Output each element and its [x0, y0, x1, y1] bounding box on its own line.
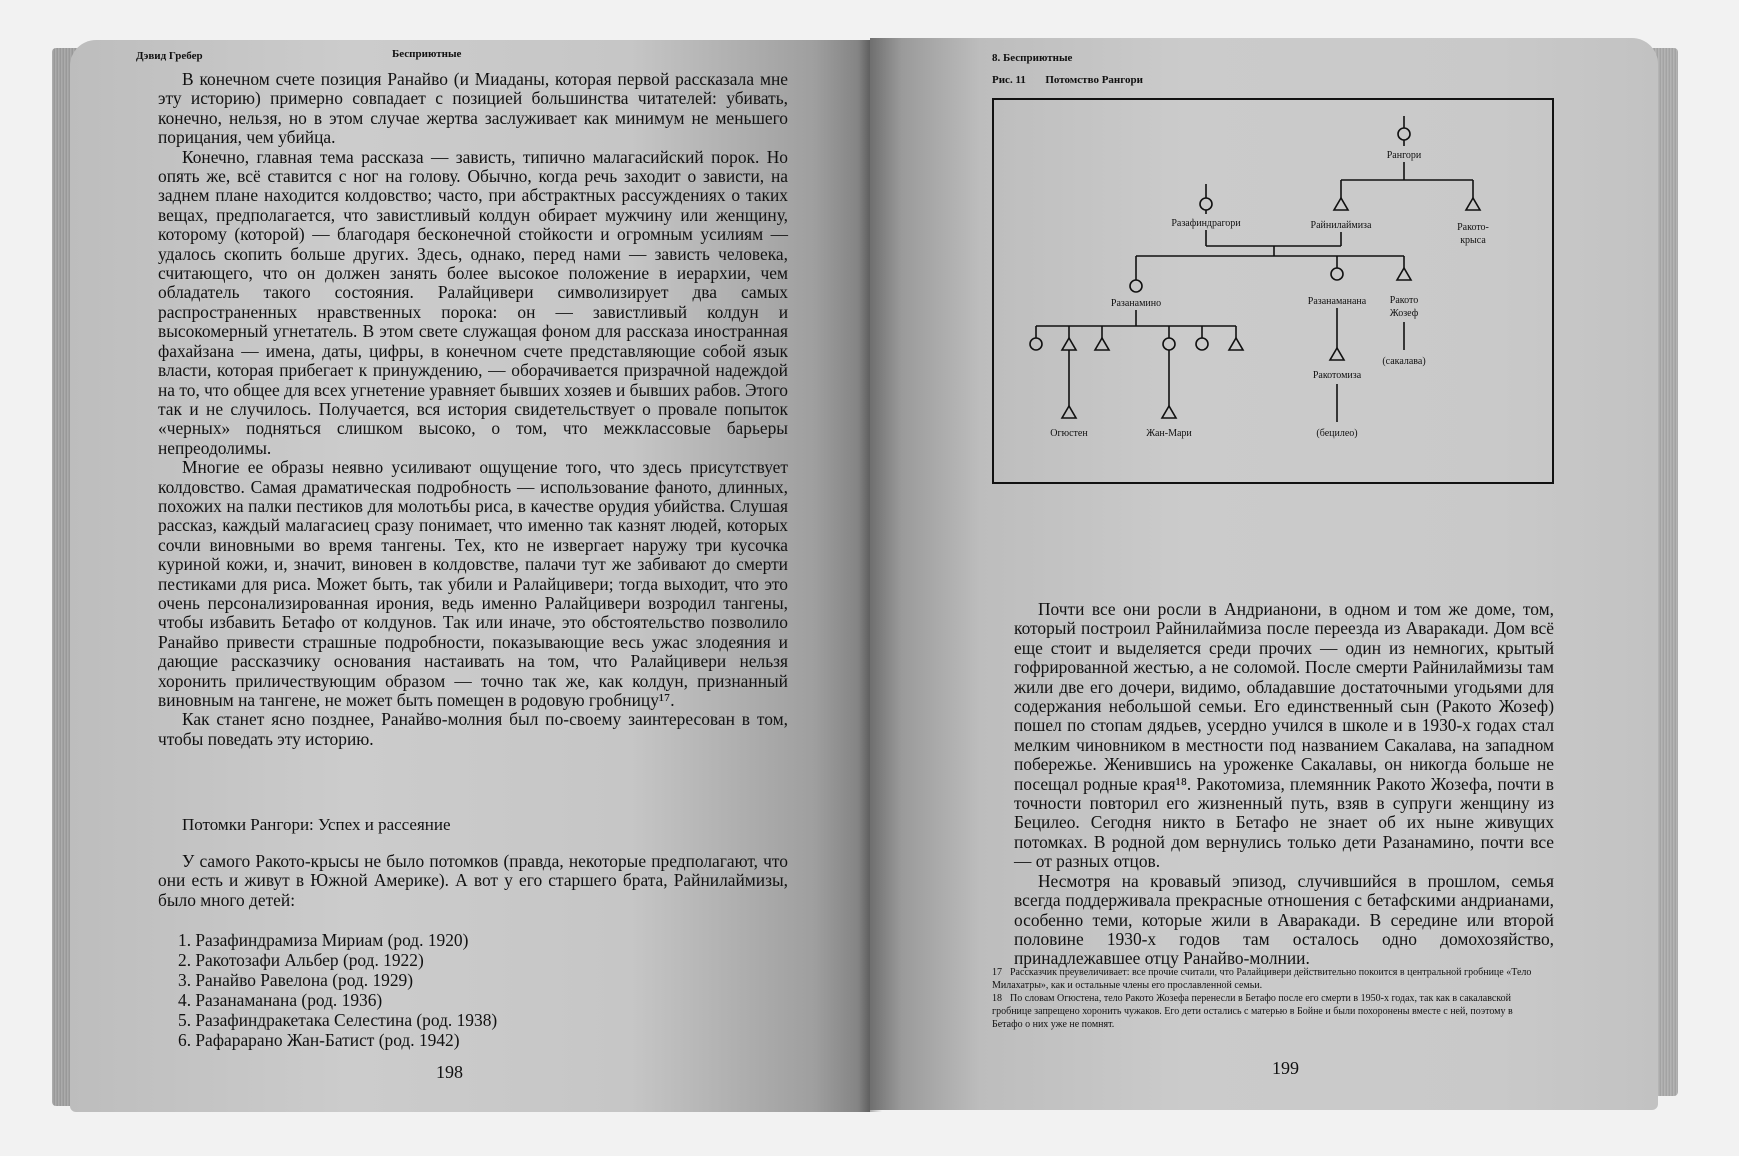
paragraph: Как станет ясно позднее, Ранайво-молния был по-своему заинтересован в том, чтобы поведать эту историю. — [158, 709, 788, 749]
male-symbol — [1095, 338, 1109, 350]
label-rakoto-krysa-1: Ракото- — [1457, 222, 1489, 233]
footnote-text: Рассказчик преувеличивает: все прочие считали, что Ралайцивери действительно покоится в центральной гробнице «Тело Милахатры», как и остальные члены его прославленной семьи. — [992, 967, 1532, 991]
list-item: 6. Рафарарано Жан-Батист (род. 1942) — [178, 1030, 460, 1050]
list-item: 3. Ранайво Равелона (род. 1929) — [178, 970, 414, 990]
figure-title: Потомство Рангори — [1045, 74, 1143, 86]
children-list — [178, 930, 497, 1050]
footnote-text: По словам Огюстена, тело Ракото Жозефа перенесли в Бетафо после его смерти в 1950-х годах, так как в сакалавской гробнице запрещено хоронить чужаков. Его дети остались с матерью в Бойне и были похоронены вместе с ней, поэтому в Бетафо о них уже не помнят. — [992, 993, 1513, 1030]
running-head-author: Дэвид Гребер — [136, 50, 203, 62]
male-symbol — [1062, 406, 1076, 418]
label-rakoto-jozef-1: Ракото — [1389, 295, 1419, 306]
female-symbol — [1196, 338, 1208, 350]
page-number: 199 — [1272, 1058, 1299, 1078]
male-symbol — [1162, 406, 1176, 418]
female-symbol — [1200, 198, 1212, 210]
label-razafindragori: Разафиндрагори — [1171, 218, 1241, 229]
left-body-text-2 — [158, 852, 788, 910]
label-sakalava: (сакалава) — [1382, 356, 1426, 367]
figure-label: Рис. 11 — [992, 74, 1026, 86]
footnote-number: 18 — [992, 993, 1002, 1004]
paragraph: Многие ее образы неявно усиливают ощущение того, что здесь присутствует колдовство. Самая драматическая подробность — использование фаното, длинных, похожих на палки пестиков для молотьбы риса, в качестве орудия убийства. Слушая рассказ, каждый малагасиец сразу понимает, что именно так казнят людей, которых сочли виновными во время тангены. Тех, кто не извергает наружу три кусочка куриной кожи, и, значит, виновен в колдовстве, палачи тут же забивают до смерти пестиками для риса. Может быть, так убили и Ралайцивери; тогда выходит, что это очень персонализированная ирония, ведь именно Ралайцивери возродил тангены, чтобы избавить Бетафо от колдунов. Так или иначе, это обстоятельство позволило Ранайво привести страшные подробности, показывающие весь ужас злодеяния и дающие рассказчику основания настаивать на том, что Ралайцивери нельзя хоронить приличествующим образом — точно так же, как колдун, признанный виновным на тангене, не может быть помещен в родовую гробницу¹⁷. — [158, 457, 788, 710]
footnote — [992, 966, 1542, 992]
label-rakoto-krysa-2: крыса — [1460, 235, 1486, 246]
female-symbol — [1030, 338, 1042, 350]
paragraph: Почти все они росли в Андрианони, в одном и том же доме, том, который построил Райнилаймиза после переезда из Аваракади. Дом всё еще стоит и выделяется среди прочих — один из немногих, крытый гофрированной жестью, а не соломой. После смерти Райнилаймизы там жили две его дочери, видимо, обладавшие достаточными угодьями для содержания небольшой семьи. Его единственный сын (Ракото Жозеф) пошел по стопам дядьев, усердно учился в школе и в 1930-х годах стал мелким чиновником в местности под названием Сакалава, на западном побережье. Женившись на уроженке Сакалавы, он никогда больше не посещал родные края¹⁸. Ракотомиза, племянник Ракото Жозефа, почти в точности повторил его жизненный путь, взяв в супруги женщину из Бецилео. Сегодня никто в Бетафо не знает об их ныне живущих потомках. В родной дом вернулись только дети Разанамино, почти все — от разных отцов. — [1014, 599, 1554, 872]
right-body-text — [1014, 600, 1554, 969]
label-rakoto-jozef-2: Жозеф — [1389, 308, 1419, 319]
female-symbol — [1331, 268, 1343, 280]
footnotes — [992, 966, 1542, 1031]
genealogy-diagram — [994, 100, 1552, 482]
footnote-number: 17 — [992, 967, 1002, 978]
female-symbol — [1398, 128, 1410, 140]
paragraph: У самого Ракото-крысы не было потомков (правда, некоторые предполагают, что они есть и живут в Южной Америке). А вот у его старшего брата, Райнилаймизы, было много детей: — [158, 851, 788, 910]
male-symbol — [1334, 198, 1348, 210]
paragraph: Конечно, главная тема рассказа — зависть, типично малагасийский порок. Но опять же, всё ставится с ног на голову. Обычно, когда речь заходит о зависти, на заднем плане находится колдовство; часто, при абстрактных рассуждениях о таких вещах, предполагается, что завистливый колдун обирает мужчину или женщину, которому (которой) — благодаря бесконечной стойкости и огромным усилиям — удалось скопить больше других. Здесь, однако, перед нами — зависть человека, считающего, что он должен занять более высокое положение в иерархии, чем обладатель такого состояния. Ралайцивери символизирует два самых распространенных нравственных порока: он — завистливый колдун и высокомерный угнетатель. В этом свете служащая фоном для рассказа иностранная фахайзана — имена, даты, цифры, в конечном счете представляющие собой язык власти, которая прибегает к принуждению, — оборачивается призрачной надеждой на то, что общее для всех угнетение уравняет бывших хозяев и бывших рабов. Этого так и не случилось. Получается, вся история свидетельствует о провале попыток «черных» подняться слишком высоко, о том, что межклассовые барьеры непреодолимы. — [158, 146, 788, 458]
label-rakotomiza: Ракотомиза — [1312, 370, 1362, 381]
male-symbol — [1330, 348, 1344, 360]
list-item: 5. Разафиндракетака Селестина (род. 1938) — [178, 1010, 498, 1030]
genealogy-figure — [992, 98, 1554, 484]
running-head-chapter: 8. Бесприютные — [992, 52, 1073, 64]
male-symbol — [1062, 338, 1076, 350]
label-betsileo: (бецилео) — [1316, 428, 1358, 439]
list-item: 2. Ракотозафи Альбер (род. 1922) — [178, 950, 424, 970]
running-head-title: Бесприютные — [392, 48, 462, 60]
figure-caption — [992, 74, 1143, 86]
label-rainilaimiza: Райнилаймиза — [1310, 220, 1372, 231]
label-jan-mari: Жан-Мари — [1146, 428, 1192, 439]
left-body-text — [158, 70, 788, 749]
male-symbol — [1229, 338, 1243, 350]
label-rangori: Рангори — [1386, 150, 1422, 161]
male-symbol — [1397, 268, 1411, 280]
paragraph: В конечном счете позиция Ранайво (и Миаданы, которая первой рассказала мне эту историю) примерно совпадает с позицией большинства читателей: убивать, конечно, нельзя, но в этом случае жертва заслуживает как минимум не меньшего порицания, чем убийца. — [158, 69, 788, 148]
label-razanamino: Разанамино — [1110, 298, 1162, 309]
right-page — [870, 38, 1658, 1110]
list-item: 1. Разафиндрамиза Мириам (род. 1920) — [178, 930, 469, 950]
section-subheading: Потомки Рангори: Успех и рассеяние — [182, 815, 451, 834]
label-razanamanana: Разанаманана — [1307, 296, 1367, 307]
female-symbol — [1130, 280, 1142, 292]
footnote — [992, 992, 1542, 1031]
left-page — [70, 40, 870, 1112]
page-number: 198 — [436, 1062, 463, 1082]
female-symbol — [1163, 338, 1175, 350]
label-ogiusten: Огюстен — [1050, 428, 1088, 439]
paragraph: Несмотря на кровавый эпизод, случившийся в прошлом, семья всегда поддерживала прекрасные отношения с бетафскими андрианами, особенно теми, которые жили в Аваракади. В середине или второй половине 1930-х годов там осталось одно домохозяйство, принадлежавшее отцу Ранайво-молнии. — [1014, 870, 1554, 969]
list-item: 4. Разанаманана (род. 1936) — [178, 990, 383, 1010]
male-symbol — [1466, 198, 1480, 210]
